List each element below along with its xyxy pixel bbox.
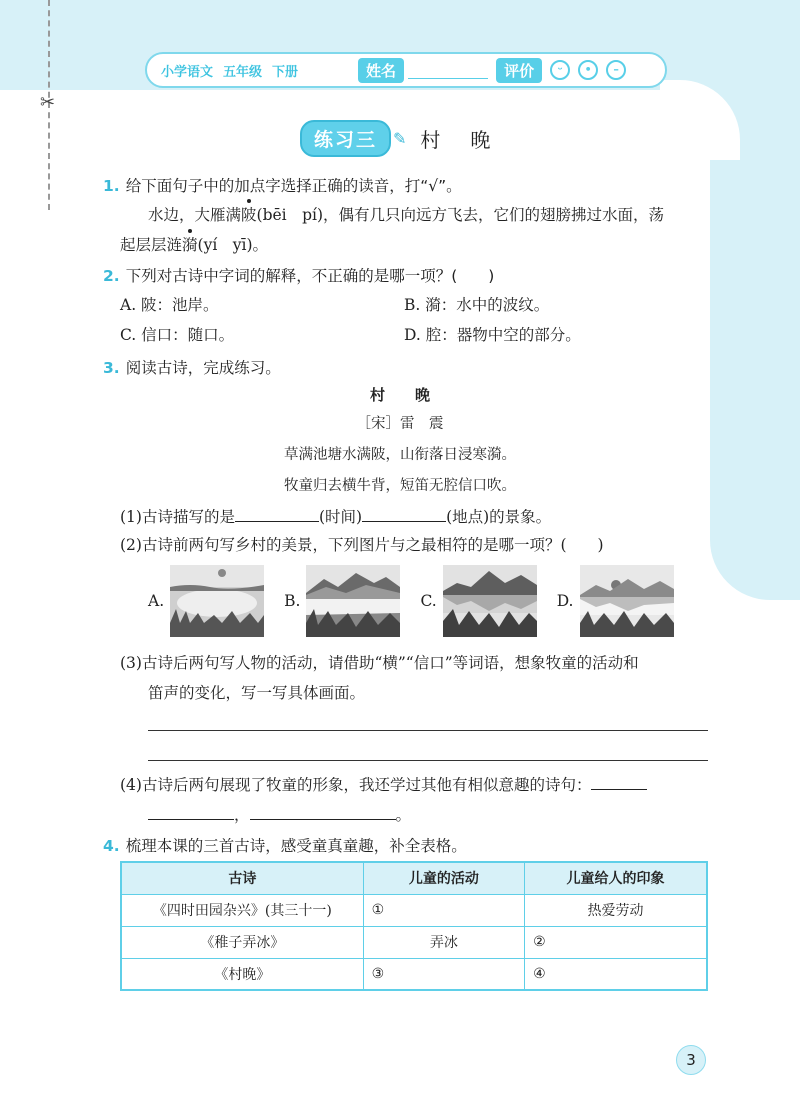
poem-line-1: 草满池塘水满陂，山衔落日浸寒漪。 bbox=[284, 447, 516, 463]
pencil-icon: ✎ bbox=[393, 129, 407, 148]
table-row bbox=[121, 958, 707, 990]
question-1 bbox=[103, 174, 462, 196]
table-cell: 《村晚》 bbox=[121, 958, 363, 990]
grade-label: 五年级 bbox=[223, 64, 263, 80]
table-cell: 热爱劳动 bbox=[525, 894, 707, 926]
poem-title: 村 晚 bbox=[369, 386, 430, 404]
poem-blank-3[interactable] bbox=[250, 804, 396, 820]
poem-summary-table bbox=[120, 861, 708, 991]
q3-sub2: (2)古诗前两句写乡村的美景，下列图片与之最相符的是哪一项？( ) bbox=[120, 536, 604, 554]
q3-sub3-line2: 笛声的变化，写一写具体画面。 bbox=[148, 684, 366, 702]
table-row bbox=[121, 894, 707, 926]
picture-option-a[interactable]: A. bbox=[148, 565, 264, 637]
table-cell: 弄冰 bbox=[363, 926, 524, 958]
neutral-face-icon[interactable]: • bbox=[578, 60, 598, 80]
option-c[interactable]: C. 信口：随口。 bbox=[120, 326, 235, 344]
option-a[interactable]: A. 陂：池岸。 bbox=[120, 296, 219, 314]
table-header: 儿童的活动 bbox=[363, 862, 524, 894]
picture-option-d[interactable]: D. bbox=[557, 565, 674, 637]
lesson-title bbox=[300, 120, 520, 157]
picture-option-b[interactable]: B. bbox=[284, 565, 400, 637]
page-number: 3 bbox=[676, 1045, 706, 1075]
time-blank[interactable] bbox=[235, 506, 319, 522]
name-label: 姓名 bbox=[358, 58, 404, 83]
q3-sub3-line1: (3)古诗后两句写人物的活动，请借助“横”“信口”等词语，想象牧童的活动和 bbox=[120, 654, 639, 672]
table-row bbox=[121, 926, 707, 958]
happy-face-icon[interactable]: ᵕ bbox=[550, 60, 570, 80]
table-cell[interactable]: ① bbox=[363, 894, 524, 926]
option-b[interactable]: B. 漪：水中的波纹。 bbox=[404, 296, 550, 314]
pond-image-a bbox=[170, 565, 264, 637]
scissors-icon: ✂ bbox=[40, 92, 56, 113]
lesson-name: 村晚 bbox=[420, 128, 521, 152]
pond-image-d bbox=[580, 565, 674, 637]
poem-author: ［宋］雷 震 bbox=[356, 416, 444, 432]
q1-sentence-line2: 起层层涟漪(yí yī)。 bbox=[120, 236, 269, 254]
table-cell: 《稚子弄冰》 bbox=[121, 926, 363, 958]
dotted-char: 漪 bbox=[182, 236, 198, 254]
answer-line-1[interactable] bbox=[148, 730, 708, 731]
pond-image-b bbox=[306, 565, 400, 637]
q3-sub1: (1)古诗描写的是 (时间) (地点)的景象。 bbox=[120, 508, 552, 526]
table-cell[interactable]: ② bbox=[525, 926, 707, 958]
pond-image-c bbox=[443, 565, 537, 637]
picture-option-c[interactable]: C. bbox=[420, 565, 536, 637]
table-cell: 《四时田园杂兴》(其三十一) bbox=[121, 894, 363, 926]
question-4: 4. 梳理本课的三首古诗，感受童真童趣，补全表格。 bbox=[103, 837, 467, 855]
q1-sentence-line1: 水边，大雁满陂(bēi pí)，偶有几只向远方飞去，它们的翅膀拂过水面，荡 bbox=[148, 206, 665, 224]
q3-sub4-line1: (4)古诗后两句展现了牧童的形象，我还学过其他有相似意趣的诗句： bbox=[120, 774, 647, 795]
poem-blank-1[interactable] bbox=[591, 774, 647, 790]
q3-sub4-line2: ， 。 bbox=[148, 804, 411, 825]
sad-face-icon[interactable]: – bbox=[606, 60, 626, 80]
subject-label: 小学语文 bbox=[161, 64, 214, 80]
question-prompt: 给下面句子中的加点字选择正确的读音，打“√”。 bbox=[125, 177, 462, 195]
volume-label: 下册 bbox=[272, 64, 299, 80]
option-d[interactable]: D. 腔：器物中空的部分。 bbox=[404, 326, 581, 344]
table-header-row bbox=[121, 862, 707, 894]
table-header: 儿童给人的印象 bbox=[525, 862, 707, 894]
table-cell[interactable]: ③ bbox=[363, 958, 524, 990]
table-cell[interactable]: ④ bbox=[525, 958, 707, 990]
dotted-char: 陂 bbox=[241, 206, 257, 224]
poem-line-2: 牧童归去横牛背，短笛无腔信口吹。 bbox=[284, 478, 516, 494]
answer-line-2[interactable] bbox=[148, 760, 708, 761]
picture-options bbox=[148, 565, 694, 637]
rating-label: 评价 bbox=[496, 58, 542, 83]
question-2: 2. 下列对古诗中字词的解释，不正确的是哪一项？( ) bbox=[103, 267, 495, 285]
question-number: 1. bbox=[103, 177, 120, 195]
place-blank[interactable] bbox=[362, 506, 446, 522]
exercise-badge: 练习三 bbox=[300, 120, 391, 157]
table-header: 古诗 bbox=[121, 862, 363, 894]
poem-blank-2[interactable] bbox=[148, 804, 234, 820]
question-3: 3. 阅读古诗，完成练习。 bbox=[103, 359, 281, 377]
